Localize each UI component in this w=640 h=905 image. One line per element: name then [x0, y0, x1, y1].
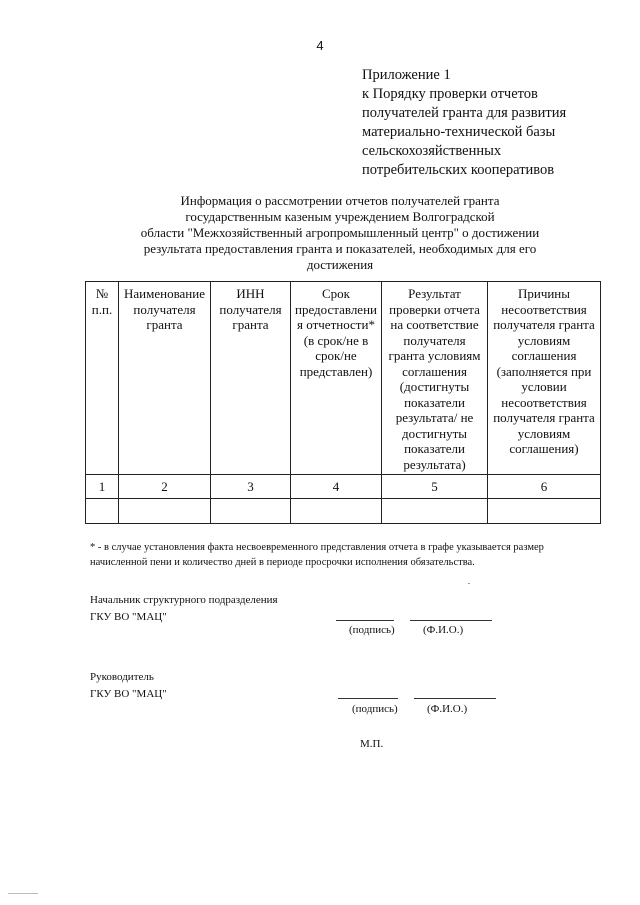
- title-line: государственным казеным учреждением Волгоградской: [185, 209, 495, 224]
- signature-title-line: Руководитель: [90, 671, 154, 683]
- header-cell-check-result: Результат проверки отчета на соответствие получателя гранта условиям соглашения (достигнуты показатели результата/ не достигнуты показатели результата): [382, 282, 488, 475]
- header-cell-recipient-name: Наименование получателя гранта: [119, 282, 211, 475]
- title-line: области "Межхозяйственный агропромышленный центр" о достижении: [140, 225, 540, 240]
- empty-cell: [86, 499, 119, 524]
- signature-block-department-head: [90, 592, 278, 626]
- signature-title-line: ГКУ ВО "МАЦ": [90, 611, 167, 623]
- empty-cell: [211, 499, 291, 524]
- footnote-line: начисленной пени и количество дней в периоде просрочки исполнения обязательства.: [90, 557, 475, 568]
- appendix-line: потребительских кооперативов: [362, 162, 555, 178]
- appendix-line: получателей гранта для развития: [362, 105, 567, 121]
- column-number-cell: 3: [211, 475, 291, 499]
- signature-block-director: [90, 669, 167, 703]
- header-cell-report-deadline: Срок предоставлени я отчетности* (в срок/не в срок/не представлен): [291, 282, 382, 475]
- column-number-cell: 2: [119, 475, 211, 499]
- title-line: результата предоставления гранта и показателей, необходимых для его: [143, 241, 537, 256]
- report-table: [85, 281, 601, 524]
- empty-cell: [119, 499, 211, 524]
- signature-caption: (подпись): [349, 624, 395, 636]
- appendix-heading: [362, 66, 632, 180]
- table-header-row: [86, 282, 601, 475]
- name-line: [410, 620, 492, 621]
- empty-cell: [488, 499, 601, 524]
- column-number-cell: 6: [488, 475, 601, 499]
- column-number-row: [86, 475, 601, 499]
- name-caption: (Ф.И.О.): [427, 703, 468, 715]
- empty-data-row: [86, 499, 601, 524]
- scan-speck: [468, 583, 470, 584]
- name-line: [414, 698, 496, 699]
- header-cell-number: № п.п.: [86, 282, 119, 475]
- empty-cell: [291, 499, 382, 524]
- signature-title-line: Начальник структурного подразделения: [90, 594, 278, 606]
- header-cell-noncompliance-reasons: Причины несоответствия получателя гранта условиям соглашения (заполняется при условии несоответствия получателя гранта условиям соглашения): [488, 282, 601, 475]
- signature-line: [338, 698, 398, 699]
- column-number-cell: 5: [382, 475, 488, 499]
- name-caption: (Ф.И.О.): [423, 624, 464, 636]
- title-line: достижения: [306, 257, 374, 272]
- stamp-placeholder: М.П.: [360, 738, 384, 750]
- signature-caption: (подпись): [352, 703, 398, 715]
- column-number-cell: 1: [86, 475, 119, 499]
- column-number-cell: 4: [291, 475, 382, 499]
- scan-corner-mark: [8, 893, 38, 894]
- empty-cell: [382, 499, 488, 524]
- signature-title-line: ГКУ ВО "МАЦ": [90, 688, 167, 700]
- document-title: [100, 193, 580, 273]
- appendix-line: к Порядку проверки отчетов: [362, 86, 538, 102]
- signature-line: [336, 620, 394, 621]
- title-line: Информация о рассмотрении отчетов получателей гранта: [180, 193, 500, 208]
- footnote-line: * - в случае установления факта несвоевременного представления отчета в графе указывается размер: [90, 542, 544, 553]
- appendix-line: сельскохозяйственных: [362, 143, 502, 159]
- header-cell-inn: ИНН получателя гранта: [211, 282, 291, 475]
- footnote: [90, 540, 610, 570]
- page-number: 4: [316, 38, 324, 53]
- appendix-line: Приложение 1: [362, 67, 451, 83]
- appendix-line: материально-технической базы: [362, 124, 556, 140]
